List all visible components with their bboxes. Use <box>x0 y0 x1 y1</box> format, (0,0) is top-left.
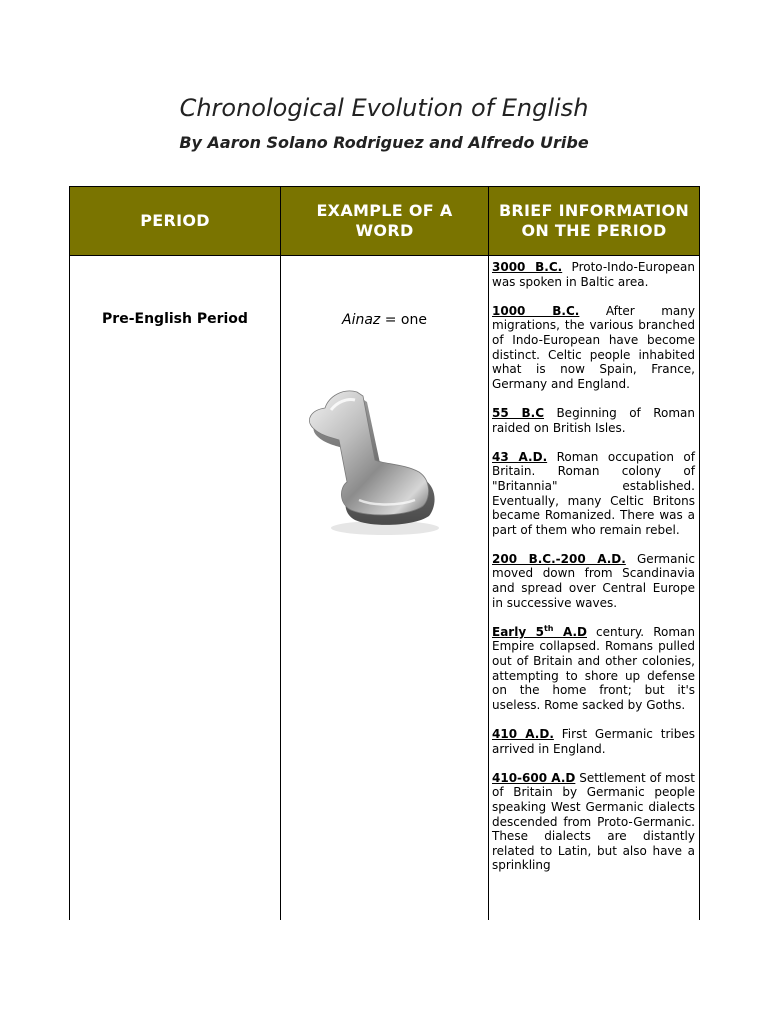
entry-date <box>492 625 587 639</box>
period-cell <box>70 256 281 921</box>
table-header-row <box>70 187 700 256</box>
entry-text: Germanic moved down from Scandinavia and spread over Central Europe in successive waves. <box>492 551 695 610</box>
header-period: PERIOD <box>70 187 281 256</box>
info-entry <box>492 406 695 435</box>
entry-text: Roman occupation of Britain. Roman colony of "Britannia" established. Eventually, many Celtic Britons became Romanized. There was a part of them who remain rebel. <box>492 449 695 537</box>
info-entry <box>492 450 695 538</box>
document-subtitle: By Aaron Solano Rodriguez and Alfredo Uribe <box>179 133 589 152</box>
document-title: Chronological Evolution of English <box>179 94 589 122</box>
entry-date: 43 A.D. <box>492 449 548 464</box>
entry-date: 1000 B.C. <box>492 303 580 318</box>
entry-date: 55 B.C <box>492 405 545 420</box>
numeral-one-image <box>303 388 443 538</box>
entry-date: 410 A.D. <box>492 727 554 741</box>
info-entry <box>492 727 695 756</box>
example-word-meaning: = one <box>380 312 427 328</box>
header-example: EXAMPLE OF A WORD <box>281 187 489 256</box>
example-word <box>281 312 488 328</box>
entry-text: After many migrations, the various branched of Indo-European have become distinct. Celtic people inhabited what is now Spain, France, Germany and England. <box>492 303 695 391</box>
header-info: BRIEF INFORMATION ON THE PERIOD <box>489 187 700 256</box>
entry-text: Settlement of most of Britain by Germanic people speaking West Germanic dialects descended from Proto-Germanic. These dialects are distantly related to Latin, but also have a sprinkling <box>492 770 695 873</box>
entry-text: Beginning of Roman raided on British Isles. <box>492 405 695 435</box>
entry-text: Proto-Indo-European was spoken in Baltic area. <box>492 260 695 289</box>
info-entry <box>492 771 695 873</box>
info-entry <box>492 552 695 610</box>
info-cell <box>489 256 700 921</box>
entry-date: 3000 B.C. <box>492 260 563 274</box>
entry-text: First Germanic tribes arrived in England. <box>492 727 695 756</box>
table-row <box>70 256 700 921</box>
evolution-table <box>69 186 700 920</box>
info-entry <box>492 304 695 392</box>
entry-date-pre: Early 5 <box>492 624 544 639</box>
example-cell <box>281 256 489 921</box>
entry-text: century. Roman Empire collapsed. Romans pulled out of Britain and other colonies, attempting to shore up defense on the home front; but it's useless. Rome sacked by Goths. <box>492 624 695 712</box>
entry-date: 200 B.C.-200 A.D. <box>492 551 626 566</box>
example-word-term: Ainaz <box>342 312 381 328</box>
info-entry <box>492 625 695 713</box>
period-name: Pre-English Period <box>102 311 248 327</box>
entry-date: 410-600 A.D <box>492 770 576 785</box>
entry-date-post: A.D <box>553 624 587 639</box>
period-info <box>489 256 699 873</box>
info-entry <box>492 260 695 289</box>
entry-date-sup: th <box>543 623 554 633</box>
